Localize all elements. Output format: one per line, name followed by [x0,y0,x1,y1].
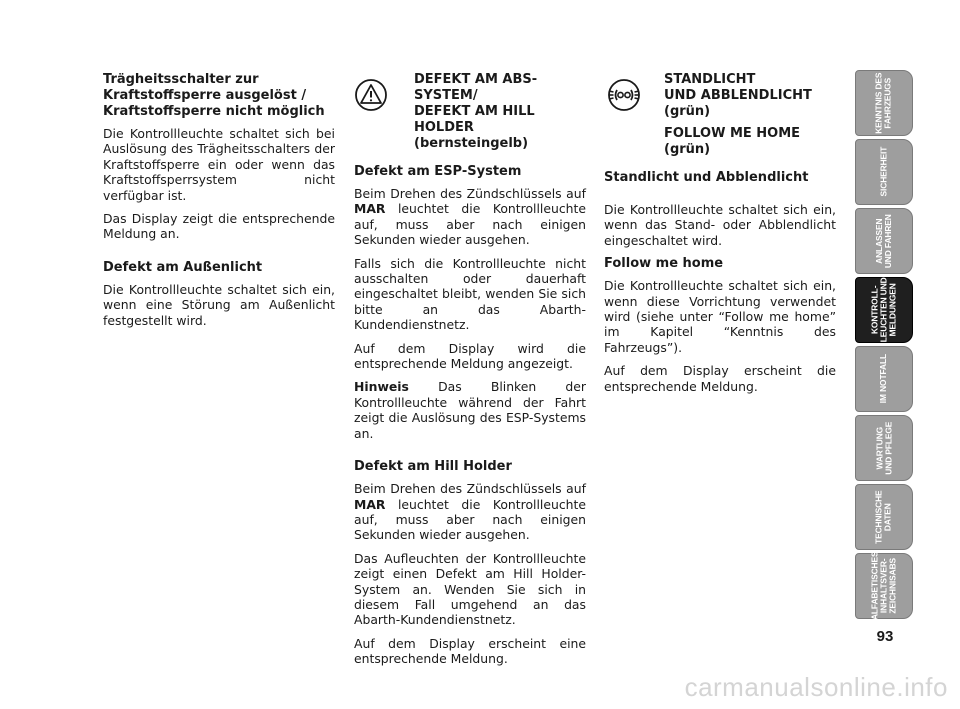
paragraph: Das Display zeigt die entsprechende Meldung an. [103,211,335,242]
tab-label: WARTUNG UND PFLEGE [873,421,893,475]
title-line: SYSTEM/ [414,88,478,103]
tab-label: KENNTNIS DES FAHRZEUGS [873,72,893,134]
warning-triangle-icon [354,78,388,112]
parking-light-icon [604,78,644,112]
light-header [604,72,836,158]
paragraph: Die Kontrollleuchte schaltet sich ein, wenn das Stand- oder Abblendlicht eingeschaltet wird. [604,202,836,248]
warning-title [414,72,537,152]
paragraph: Falls sich die Kontrollleuchte nicht ausschalten oder dauerhaft eingeschaltet bleibt, wenden Sie sich bitte an das Abarth-Kundendienstnetz. [354,255,586,333]
tab-label: ANLASSEN UND FAHREN [873,214,893,268]
watermark: carmanualsonline.info [684,672,948,702]
page-number: 93 [876,628,894,645]
section-heading-exterior-light: Defekt am Außenlicht [103,259,263,275]
title-line: FOLLOW ME HOME [664,126,801,141]
title-line: (bernsteingelb) [414,136,529,151]
title-line: DEFEKT AM HILL [414,104,535,119]
title-line: HOLDER [414,120,474,135]
paragraph: Auf dem Display erscheint eine entsprechende Meldung. [354,635,586,667]
paragraph: Beim Drehen des Zündschlüssels auf MAR leuchtet die Kontrollleuchte auf, muss aber nach einigen Sekunden wieder ausgehen. [354,186,586,248]
tab-label: ALFABETISCHES INHALTSVER- ZEICHNISABS [869,551,898,621]
tab-label: IM NOTFALL [878,354,889,404]
tab-label: KONTROLL- LEUCHTEN UND MELDUNGEN [869,277,898,343]
tab-label: SICHERHEIT [878,147,889,197]
title-line: DEFEKT AM ABS- [414,72,538,87]
tab-anlassen-und-fahren[interactable] [855,208,913,274]
title-line: (grün) [664,104,711,119]
tab-sicherheit[interactable] [855,139,913,205]
paragraph: Das Aufleuchten der Kontrollleuchte zeigt einen Defekt am Hill Holder-System an. Wenden Sie sich in diesem Fall umgehend an das Abarth-Kundendienstnetz. [354,550,586,628]
chapter-tabs [855,70,917,622]
paragraph: Auf dem Display wird die entsprechende Meldung angezeigt. [354,340,586,372]
title-line: STANDLICHT [664,72,756,87]
column-left [103,72,335,336]
tab-kenntnis-des-fahrzeugs[interactable] [855,70,913,136]
section-heading-low-beam: Standlicht und Abblendlicht [604,170,809,185]
tab-wartung-und-pflege[interactable] [855,415,913,481]
paragraph: Die Kontrollleuchte schaltet sich ein, wenn diese Vorrichtung verwendet wird (siehe unter “Follow me home” im Kapitel “Kenntnis des Fahrzeugs”). [604,278,836,355]
section-heading-follow-me-home: Follow me home [604,256,724,272]
light-title [664,72,812,158]
column-middle [354,72,586,675]
paragraph: Die Kontrollleuchte schaltet sich bei Auslösung des Trägheitsschalters der Kraftstoffsperre ein oder wenn das Kraftstoffsperrsystem nicht verfügbar ist. [103,126,335,203]
tab-technische-daten[interactable] [855,484,913,550]
column-right [604,72,836,402]
paragraph: Die Kontrollleuchte schaltet sich ein, wenn eine Störung am Außenlicht festgestellt wird. [103,281,335,328]
paragraph-note: Hinweis Das Blinken der Kontrollleuchte während der Fahrt zeigt die Auslösung des ESP-Systems an. [354,379,586,441]
tab-label: TECHNISCHE DATEN [873,490,893,544]
title-line: UND ABBLENDLICHT [664,88,812,103]
title-line: (grün) [664,142,711,157]
section-heading-hill-holder: Defekt am Hill Holder [354,459,512,475]
section-heading-esp: Defekt am ESP-System [354,164,522,179]
paragraph: Auf dem Display erscheint die entsprechende Meldung. [604,363,836,394]
tab-kontrollleuchten-und-meldungen[interactable] [855,277,913,343]
warning-header [354,72,586,152]
tab-im-notfall[interactable] [855,346,913,412]
section-heading-inertia-switch: Trägheitsschalter zur Kraftstoffsperre ausgelöst / Kraftstoffsperre nicht möglich [103,72,325,119]
tab-alfabetisches-inhaltsverzeichnis[interactable] [855,553,913,619]
paragraph: Beim Drehen des Zündschlüssels auf MAR leuchtet die Kontrollleuchte auf, muss aber nach einigen Sekunden wieder ausgehen. [354,481,586,543]
